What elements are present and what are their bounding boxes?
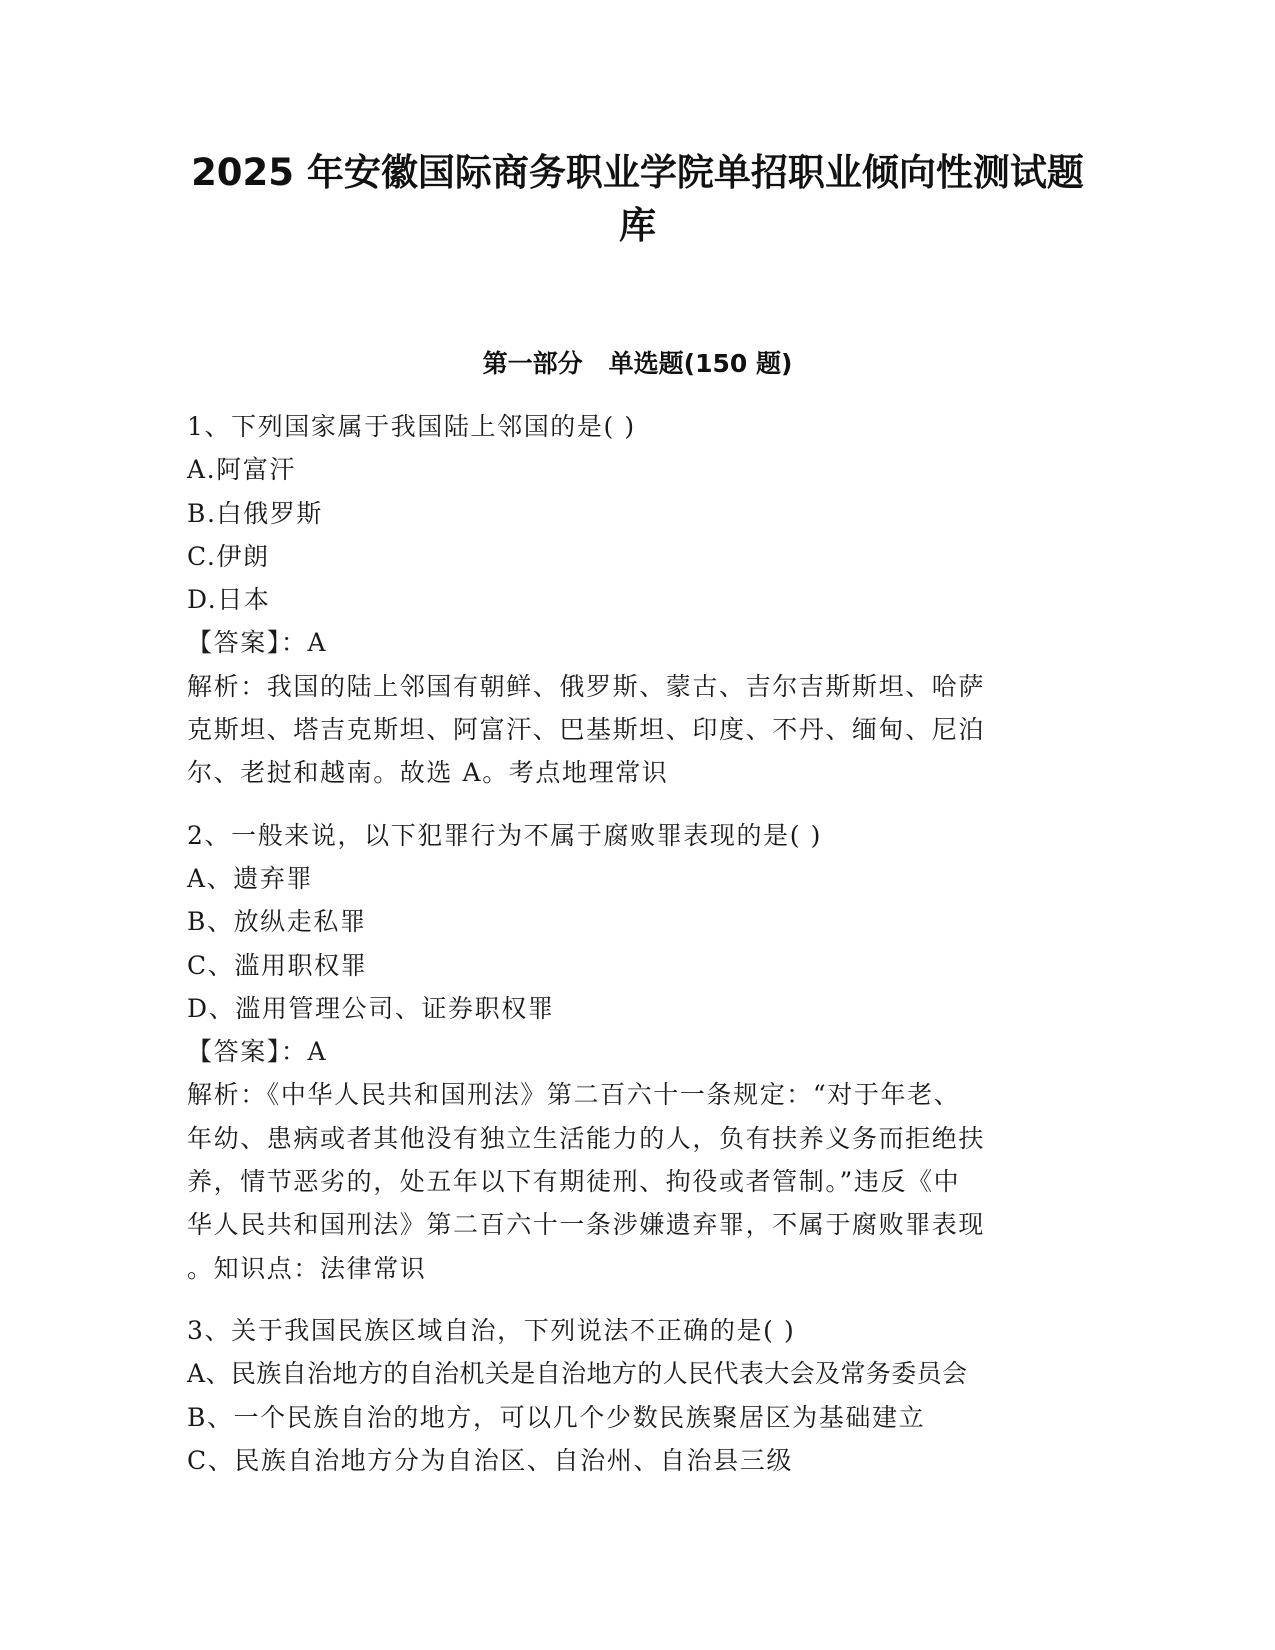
document-title-line-2: 库 bbox=[619, 204, 656, 247]
option-a: A、遗弃罪 bbox=[187, 863, 314, 893]
option-c: C、滥用职权罪 bbox=[187, 950, 368, 980]
analysis-line: 尔、老挝和越南。故选 A。考点地理常识 bbox=[187, 758, 669, 788]
option-c: C.伊朗 bbox=[187, 541, 270, 571]
analysis-line: 解析：《中华人民共和国刑法》第二百六十一条规定：“对于年老、 bbox=[187, 1080, 961, 1110]
question-stem: 2、一般来说，以下犯罪行为不属于腐败罪表现的是( ) bbox=[187, 820, 822, 850]
section-heading: 第一部分 单选题(150 题) bbox=[482, 349, 793, 378]
answer: 【答案】：A bbox=[187, 628, 328, 658]
option-d: D.日本 bbox=[187, 585, 271, 615]
question-3 bbox=[187, 1309, 1087, 1482]
question-1 bbox=[187, 405, 1087, 795]
analysis-line: 克斯坦、塔吉克斯坦、阿富汗、巴基斯坦、印度、不丹、缅甸、尼泊 bbox=[187, 715, 986, 745]
option-b: B.白俄罗斯 bbox=[187, 498, 323, 528]
option-a: A、民族自治地方的自治机关是自治地方的人民代表大会及常务委员会 bbox=[187, 1359, 968, 1389]
question-stem: 1、下列国家属于我国陆上邻国的是( ) bbox=[187, 412, 636, 441]
option-c: C、民族自治地方分为自治区、自治州、自治县三级 bbox=[187, 1445, 793, 1475]
analysis-line: 解析：我国的陆上邻国有朝鲜、俄罗斯、蒙古、吉尔吉斯斯坦、哈萨 bbox=[187, 671, 986, 701]
analysis-line: 养，情节恶劣的，处五年以下有期徒刑、拘役或者管制。”违反《中 bbox=[187, 1167, 961, 1197]
option-a: A.阿富汗 bbox=[187, 455, 297, 485]
question-spacer bbox=[187, 795, 1087, 814]
question-list bbox=[187, 405, 1087, 1482]
answer: 【答案】：A bbox=[187, 1037, 328, 1067]
document-title bbox=[150, 146, 1125, 252]
question-spacer bbox=[187, 1290, 1087, 1309]
option-b: B、放纵走私罪 bbox=[187, 907, 367, 937]
option-b: B、一个民族自治的地方，可以几个少数民族聚居区为基础建立 bbox=[187, 1402, 926, 1432]
question-2 bbox=[187, 814, 1087, 1290]
option-d: D、滥用管理公司、证券职权罪 bbox=[187, 993, 555, 1023]
analysis-line: 年幼、患病或者其他没有独立生活能力的人，负有扶养义务而拒绝扶 bbox=[187, 1123, 986, 1153]
question-stem: 3、关于我国民族区域自治，下列说法不正确的是( ) bbox=[187, 1315, 796, 1345]
analysis-line: 华人民共和国刑法》第二百六十一条涉嫌遗弃罪，不属于腐败罪表现 bbox=[187, 1210, 986, 1240]
document-title-line-1: 2025 年安徽国际商务职业学院单招职业倾向性测试题 bbox=[191, 151, 1084, 194]
analysis-line: 。知识点：法律常识 bbox=[187, 1253, 427, 1283]
